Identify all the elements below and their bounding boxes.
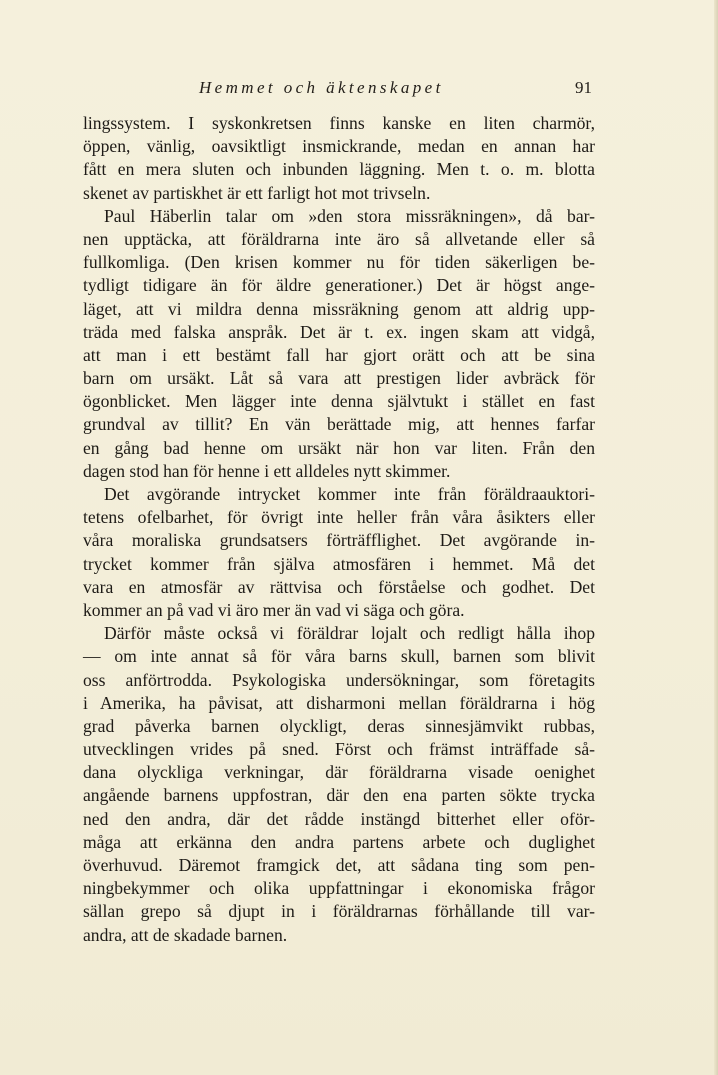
page-number: 91 (575, 78, 592, 97)
text-line: ögonblicket. Men lägger inte denna självtukt i stället en fast (83, 391, 595, 412)
text-line: utvecklingen vrides på sned. Först och främst inträffade så- (83, 739, 595, 760)
text-line: i Amerika, ha påvisat, att disharmoni mellan föräldrarna i hög (83, 692, 595, 713)
text-line: vara en atmosfär av rättvisa och förståelse och godhet. Det (83, 576, 595, 597)
page-edge (714, 0, 718, 1075)
text-line: en gång bad henne om ursäkt när hon var liten. Från den (83, 437, 595, 458)
text-line: lingssystem. I syskonkretsen finns kanske en liten charmör, (83, 113, 595, 133)
text-line: Paul Häberlin talar om »den stora missräkningen», då bar- (104, 205, 595, 226)
text-line: tydligt tidigare än för äldre generationer.) Det är högst ange- (83, 275, 595, 296)
text-line: oss anförtrodda. Psykologiska undersökningar, som företagits (83, 669, 595, 690)
text-line: tetens ofelbarhet, för övrigt inte heller från våra åsikters eller (83, 507, 595, 528)
text-line: Därför måste också vi föräldrar lojalt och redligt hålla ihop (104, 623, 595, 644)
text-line: angående barnens uppfostran, där den ena parten sökte trycka (83, 785, 595, 806)
paragraph-3 (83, 483, 595, 622)
text-line: trycket kommer från själva atmosfären i hemmet. Må det (83, 553, 595, 574)
paragraph-4 (83, 622, 595, 947)
text-line: dana olyckliga verkningar, där föräldrarna visade oenighet (83, 762, 595, 783)
text-line: skenet av partiskhet är ett farligt hot mot trivseln. (83, 182, 431, 203)
running-title: Hemmet och äktenskapet (199, 78, 444, 97)
text-line: grundval av tillit? En vän berättade mig, att hennes farfar (83, 414, 595, 435)
text-line: att man i ett bestämt fall har gjort orätt och att be sina (83, 344, 595, 365)
text-line: kommer an på vad vi äro mer än vad vi säga och göra. (83, 599, 465, 620)
text-line: våra moraliska grundsatsers förträfflighet. Det avgörande in- (83, 530, 595, 551)
body-text (83, 112, 595, 947)
text-line: måga att erkänna den andra partens arbete och duglighet (83, 831, 595, 852)
text-line: ned den andra, där det rådde instängd bitterhet eller oför- (83, 808, 595, 829)
text-line: Det avgörande intrycket kommer inte från föräldraauktori- (104, 484, 595, 504)
text-line: barn om ursäkt. Låt så vara att prestigen lider avbräck för (83, 368, 595, 389)
paragraph-2 (83, 205, 595, 483)
text-line: ningbekymmer och olika uppfattningar i ekonomiska frågor (83, 878, 595, 899)
paragraph-1 (83, 112, 595, 205)
text-line: — om inte annat så för våra barns skull, barnen som blivit (83, 646, 595, 667)
text-line: sällan grepo så djupt in i föräldrarnas förhållande till var- (83, 901, 595, 922)
text-line: grad påverka barnen olyckligt, deras sinnesjämvikt rubbas, (83, 715, 595, 736)
text-line: andra, att de skadade barnen. (83, 924, 288, 945)
text-line: dagen stod han för henne i ett alldeles nytt skimmer. (83, 460, 451, 481)
text-line: nen upptäcka, att föräldrarna inte äro så allvetande eller så (83, 228, 595, 249)
text-line: träda med falska anspråk. Det är t. ex. ingen skam att vidgå, (83, 321, 595, 342)
text-line: fullkomliga. (Den krisen kommer nu för tiden säkerligen be- (83, 252, 595, 273)
text-line: överhuvud. Däremot framgick det, att sådana ting som pen- (83, 855, 595, 875)
text-line: öppen, vänlig, oavsiktligt insmickrande, medan en annan har (83, 136, 595, 157)
text-line: läget, att vi mildra denna missräkning genom att aldrig upp- (83, 298, 595, 319)
text-line: fått en mera sluten och inbunden läggning. Men t. o. m. blotta (83, 159, 595, 180)
